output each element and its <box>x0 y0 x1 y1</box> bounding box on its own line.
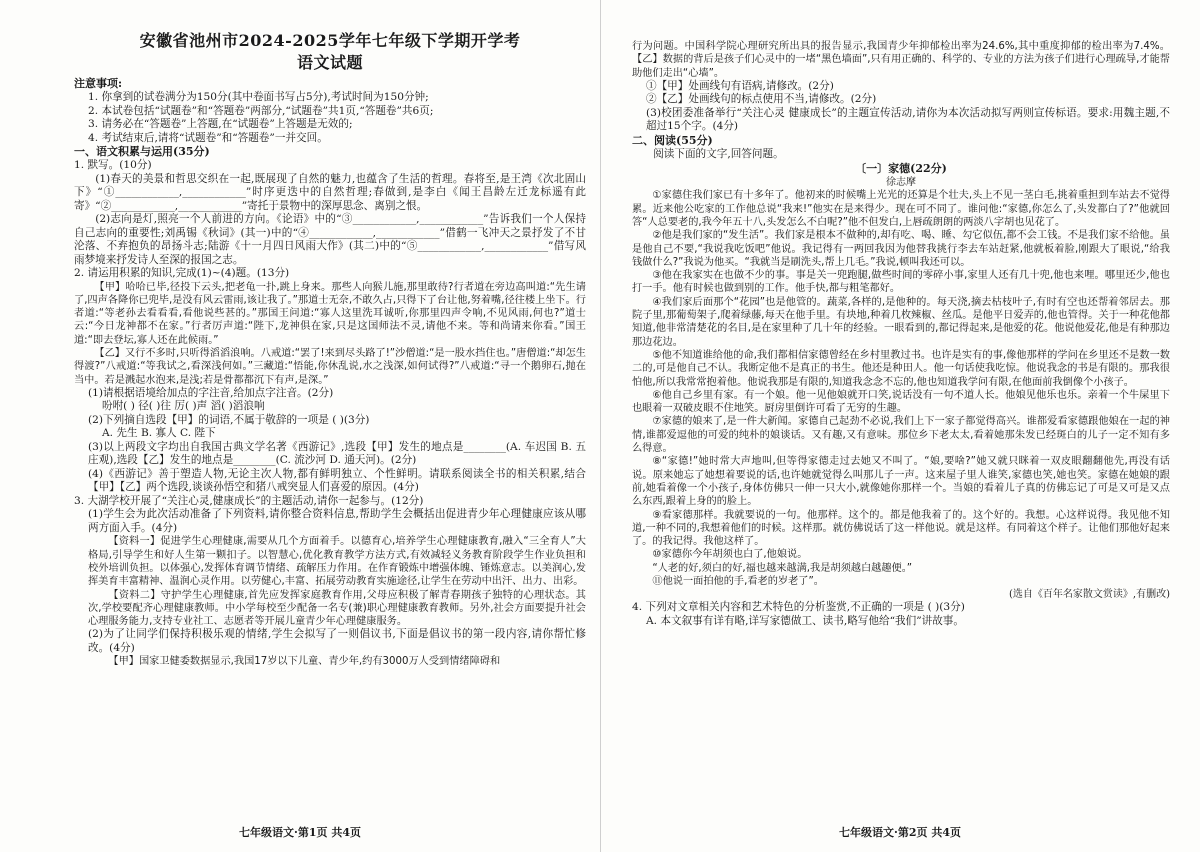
section-2-heading: 二、阅读(55分) <box>632 133 713 147</box>
material-2: 【资料二】守护学生心理健康,首先应发挥家庭教育作用,父母应积极了解青春期孩子独特的心理状态。其次,学校要配齐心理健康教师。中小学每校至少配备一名专(兼)职心理健康教育教师。另外,社会方面要提升社会心理服务能力,支持专业社工、志愿者等开展儿童青少年心理健康服务。 <box>88 589 586 628</box>
question-1-heading: 1. 默写。(10分) <box>74 159 152 171</box>
paragraph-1: ①家德住我们家已有十多年了。他初来的时候嘴上光光的还算是个壮夫,头上不见一茎白毛,挑着重担到车站去不觉得累。近来他公吃家的工作他总说“我来!”他实在是来得少。现在可不同了。谁问他:“家德,你怎么了,头发都白了?”他就回答“人总要老的,我今年五十八,头发怎么不白呢?”他不但发白,上唇疏朗朗的两淡八字胡也见花了。 <box>632 190 1170 228</box>
notice-heading: 注意事项: <box>74 77 123 90</box>
passage-author: 徐志摩 <box>886 177 916 189</box>
question-1-part-2: (2)志向是灯,照亮一个人前进的方向。《论语》中的“③____________,____________”告诉我们一个人保持自己志向的重要性;刘禹锡《秋词》(其一)中的“④____________,____________”借鹤一飞冲天之景抒发了不甘沦落、不弃抱负的昂扬斗志;陆游《十一月四日风雨大作》(其二)中的“⑤____________,____________”借写风雨梦境来抒发诗人至深的报国之志。 <box>74 213 586 266</box>
question-4: 4. 下列对文章相关内容和艺术特色的分析鉴赏,不正确的一项是 ( )(3分) <box>632 601 965 614</box>
passage-jia: 【甲】哈哈已毕,径投下云头,把老龟一扑,跳上身来。那些人向猴儿施,那里敢待?行者道在旁边高叫道:“先生请了,四声各降你已兜毕,是没有风云雷雨,该让我了。”那道士无奈,不敢久占,只得下了台让他,努着嘴,径往楼上坐下。行者道:“等老孙去看看看,看他说些甚的。”那国王问道:“寡人这里洗耳诚听,你那里四声令响,不见风雨,何也?”道士云:“今日龙神都不在家。”行者厉声道:“陛下,龙神俱在家,只是这国师法不灵,请他不来。等和尚请来你看。”国王道:“即去登坛,寡人还在此候雨。” <box>74 281 586 346</box>
paragraph-6: ⑥他自己乡里有家。有一个娘。他一见他娘就开口笑,说话没有一句不道人长。他娘见他乐也乐。亲着一个牛屎里下也眼着一双破皮眼不住地笑。厨房里倒许可看了无穷的生趣。 <box>632 389 1170 415</box>
paragraph-5: ⑤他不知道谁给他的命,我们都相信家德曾经在乡村里教过书。也许是实有的事,像他那样的学问在乡里还不是数一数二的,可是他自己不认。我断定他不是真正的书生。他还是种田人。他一句话使我吃惊。他说我念的书是有限的。那我很怕他,所以我常常抱着他。他说我那是有限的,知道我念念不忘的,他也知道我学问有限,在他面前我倒像个小孩子。 <box>632 349 1170 388</box>
question-4-option-a: A. 本文叙事有详有略,详写家德做工、读书,略写他给“我们”讲故事。 <box>646 614 964 627</box>
question-3-2-1: ①【甲】处画线句有语病,请修改。(2分) <box>646 79 834 92</box>
question-2-1: (1)请根据语境给加点的字注音,给加点字注音。(2分) <box>88 386 334 399</box>
exam-title: 安徽省池州市2024-2025学年七年级下学期开学考 <box>139 31 521 50</box>
notice-2: 2. 本试卷包括“试题卷”和“答题卷”两部分,“试题卷”共1页,“答题卷”共6页; <box>88 104 434 117</box>
proposal-continued: 行为问题。中国科学院心理研究所出具的报告显示,我国青少年抑郁检出率为24.6%,其中重度抑郁的检出率为7.4%。【乙】数据的背后是孩子们心灵中的一堵“黑色墙面”,只有用正确的、科学的、专业的方法为孩子们进行心理疏导,才能帮助他们走出“心墙”。 <box>632 41 1170 79</box>
notice-1: 1. 你拿到的试卷满分为150分(其中卷面书写占5分),考试时间为150分钟; <box>88 91 429 103</box>
passage-title: 〔一〕家德(22分) <box>855 162 947 176</box>
paragraph-7: ⑦家德的娘来了,是一件大新闻。家德自己起劲不必说,我们上下一家子都觉得高兴。谁都爱看家德跟他娘在一起的神情,谁都爱逗他的可爱的纯朴的娘谈话。又有趣,又有意味。那位乡下老太太,看着她那朱发已经斑白的儿子一定不知有多么得意。 <box>632 416 1170 455</box>
notice-3: 3. 请务必在“答题卷”上答题,在“试题卷”上答题是无效的; <box>88 118 353 130</box>
section-1-heading: 一、语文积累与运用(35分) <box>74 145 210 158</box>
passage-source: (选自《百年名家散文赏读》,有删改) <box>1009 589 1170 601</box>
question-3-2: (2)为了让同学们保持积极乐观的情绪,学生会拟写了一则倡议书,下面是倡议书的第一段内容,请你帮忙修改。(4分) <box>88 628 586 654</box>
page-2 <box>600 0 1200 852</box>
question-3-heading: 3. 大湖学校开展了“关注心灵,健康成长”的主题活动,请你一起参与。(12分) <box>74 494 424 507</box>
paragraph-8: ⑧“家德!”她时常大声地叫,但等得家德走过去她又不叫了。“娘,要啥?”她又就只眯着一双皮眼翻翻他先,再没有话说。原来她忘了她想着要说的话,也许她就觉得么叫那儿子一声。这来屋子里人谁笑,家德也笑,她也笑。家德在她娘的跟前,她看着像一个小孩子,身体仿佛只一伸一只大小,就像她你那样一个。当娘的看着儿子真的仿佛忘记了可是又可是又点么东西,跟着上身的的脸上。 <box>632 456 1170 508</box>
question-2-2-options: A. 先生 B. 寡人 C. 陛下 <box>102 427 216 440</box>
exam-subtitle: 语文试题 <box>296 53 363 72</box>
reading-intro: 阅读下面的文字,回答问题。 <box>653 147 784 160</box>
proposal-text: 【甲】国家卫健委数据显示,我国17岁以下儿童、青少年,约有3000万人受到情绪障碍和 <box>108 656 501 668</box>
paragraph-3: ③他在我家实在也做不少的事。事是关一兜跑腿,做些时间的零碎小事,家里人还有几十兜,他也来哩。哪里还少,他也打一手。他有时候也做到别的工作。他手快,都与粗笔都好。 <box>632 270 1170 295</box>
paragraph-4: ④我们家后面那个“花园”也是他管的。蔬菜,各样的,是他种的。每天浇,摘去枯枝叶子,有时有空也还帮着邻居去。那院子里,那葡萄架子,爬着绿藤,每天在他手里。有块地,种着几枚辣椒、丝瓜。是他平日爱弄的,他也管得。关于一种花他都知道,他非常清楚花的名目,是在家里种了几十年的经验。一眼看到的,都记得起来,是他爱的花。他说他爱花,他是有种那边那边花边。 <box>632 296 1170 348</box>
question-3-1: (1)学生会为此次活动准备了下列资料,请你整合资料信息,帮助学生会概括出促进青少年心理健康应该从哪两方面入手。(4分) <box>88 508 586 534</box>
material-1: 【资料一】促进学生心理健康,需要从几个方面着手。以德育心,培养学生心理健康教育,融入“三全育人”大格局,引导学生和好人生第一颗扣子。以智慧心,优化教育教学方法方式,有效减轻义务教育阶段学生作业负担和校外培训负担。以体强心,发挥体育调节情绪、疏解压力作用。在作育锻炼中增强体魄、锤炼意志。以美润心,发挥美育丰富精神、温润心灵作用。以劳健心,丰富、拓展劳动教育实施途径,让学生在劳动中出汗、出力、出彩。 <box>88 536 586 588</box>
question-2-4: (4)《西游记》善于塑造人物,无论主次人物,都有鲜明独立、个性鲜明。请联系阅读全书的相关积累,结合【甲】【乙】两个选段,谈谈孙悟空和猪八戒突显人们喜爱的原因。(4分) <box>88 467 586 494</box>
passage-yi: 【乙】又行不多时,只听得滔滔浪响。八戒道:“罢了!来到尽头路了!”沙僧道:“是一股水挡住也。”唐僧道:“却怎生得渡?”八戒道:“等我试之,看深浅何如。”三藏道:“悟能,你休乱说,水之浅深,如何试得?”八戒道:“寻一个鹅卵石,抛在当中。若是溅起水泡来,是浅;若是骨都都沉下有声,是深。” <box>74 347 586 386</box>
paragraph-9: ⑨看家德那样。我就要说的一句。他那样。这个的。都是他我着了的。这个好的。我想。心这样说得。我见他不知道,一种不同的,我想着他们的时候。这样那。就仿佛说话了这一样他说。就是这样。有同着这个样子。让他们那他好起来了。的我记得。我他这样了。 <box>632 509 1170 548</box>
paragraph-2: ②他是我们家的“发生活”。我们家是根本不做种的,却有吃、喝、睡、勾它似伍,都不会工钱。不是我们家不给他。虽是他自己不要,“我说我吃饭吧”他说。我记得有一两回我因为他替我挑行李去车站赶紧,他就板着脸,刚跟大了眼说,“给我钱做什么?”我说为他买。“我就当是刷洗头,帮上几毛。”我说,顿叫我还可以。 <box>632 230 1170 268</box>
question-2-heading: 2. 请运用积累的知识,完成(1)~(4)题。(13分) <box>74 267 290 279</box>
question-3-2-2: ②【乙】处画线句的标点使用不当,请修改。(2分) <box>646 93 877 106</box>
question-1-part-1: (1)春天的美景和哲思交织在一起,既展现了自然的魅力,也蕴含了生活的哲理。春将至,是王湾《次北固山下》“①____________,____________”时序更迭中的自然哲理;春做到,是李白《闻王昌龄左迁龙标遥有此寄》“②____________,____________”寄托于景物中的深厚思念、离别之恨。 <box>74 172 586 212</box>
page-1-footer: 七年级语文·第1页 共4页 <box>239 826 361 839</box>
paragraph-11: “人老的好,须白的好,福也越来越满,我是胡须越白越趣便。” <box>652 562 913 574</box>
paragraph-10: ⑩家德你今年胡须也白了,他娘说。 <box>652 549 808 561</box>
question-2-3: (3)以上两段文字均出自我国古典文学名著《西游记》,选段【甲】发生的地点是________(A. 车迟国 B. 五庄观),选段【乙】发生的地点是________(C. 流沙河 D. 通天河)。(2分) <box>88 440 586 467</box>
page-2-footer: 七年级语文·第2页 共4页 <box>839 826 961 839</box>
question-2-2: (2)下列摘自选段【甲】的词语,不属于敬辞的一项是 ( )(3分) <box>88 413 370 426</box>
question-2-1-items: 吩咐( ) 径( )往 厉( )声 滔( )滔浪响 <box>102 400 265 413</box>
paragraph-12: ⑪他说一面拍他的手,看老的岁老了”。 <box>652 576 824 587</box>
question-3-3: (3)校团委准备举行“关注心灵 健康成长”的主题宣传活动,请你为本次活动拟写两则宣传标语。要求:用魏主题,不超过15个字。(4分) <box>646 106 1170 133</box>
notice-4: 4. 考试结束后,请将“试题卷”和“答题卷”一并交回。 <box>88 131 328 144</box>
